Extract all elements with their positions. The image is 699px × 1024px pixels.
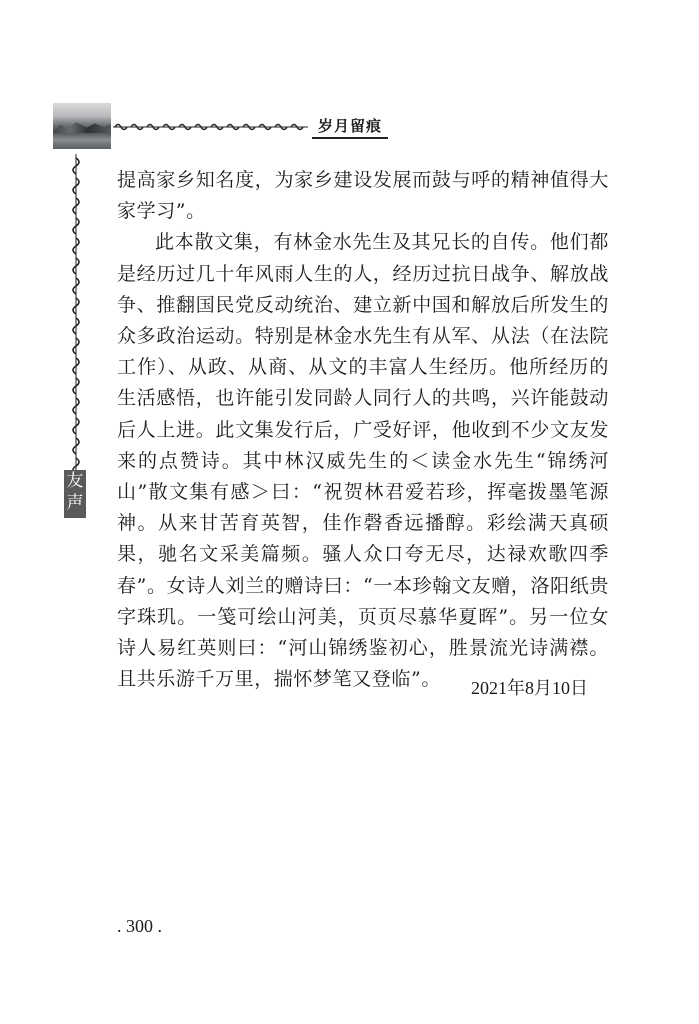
body-text — [117, 165, 609, 695]
running-header-title: 岁月留痕 — [312, 115, 388, 139]
side-ornament-vine — [66, 154, 86, 474]
header-ornament-divider — [113, 121, 308, 133]
mountain-ridge-icon — [53, 121, 111, 133]
header-landscape-photo — [53, 103, 111, 149]
section-tab-label: 友声 — [64, 470, 86, 518]
paragraph-main: 此本散文集，有林金水先生及其兄长的自传。他们都是经历过几十年风雨人生的人，经历过抗日战争、解放战争、推翻国民党反动统治、建立新中国和解放后所发生的众多政治运动。特别是林金水先生有从军、从法（在法院工作）、从政、从商、从文的丰富人生经历。他所经历的生活感悟，也许能引发同龄人同行人的共鸣，兴许能鼓动后人上进。此文集发行后，广受好评，他收到不少文友发来的点赞诗。其中林汉威先生的＜读金水先生“锦绣河山”散文集有感＞曰：“祝贺林君爱若珍，挥毫拨墨笔源神。从来甘苦育英智，佳作磬香远播醇。彩绘满天真硕果，驰名文采美篇频。骚人众口夸无尽，达禄欢歌四季春”。女诗人刘兰的赠诗曰：“一本珍翰文友赠，洛阳纸贵字珠玑。一笺可绘山河美，页页尽慕华夏晖”。另一位女诗人易红英则曰：“河山锦绣鉴初心，胜景流光诗满襟。且共乐游千万里，揣怀梦笔又登临”。 — [117, 231, 609, 691]
date-line: 2021年8月10日 — [471, 678, 588, 698]
page-number: . 300 . — [117, 916, 162, 936]
paragraph-continued: 提高家乡知名度，为家乡建设发展而鼓与呼的精神值得大家学习”。 — [117, 169, 609, 223]
